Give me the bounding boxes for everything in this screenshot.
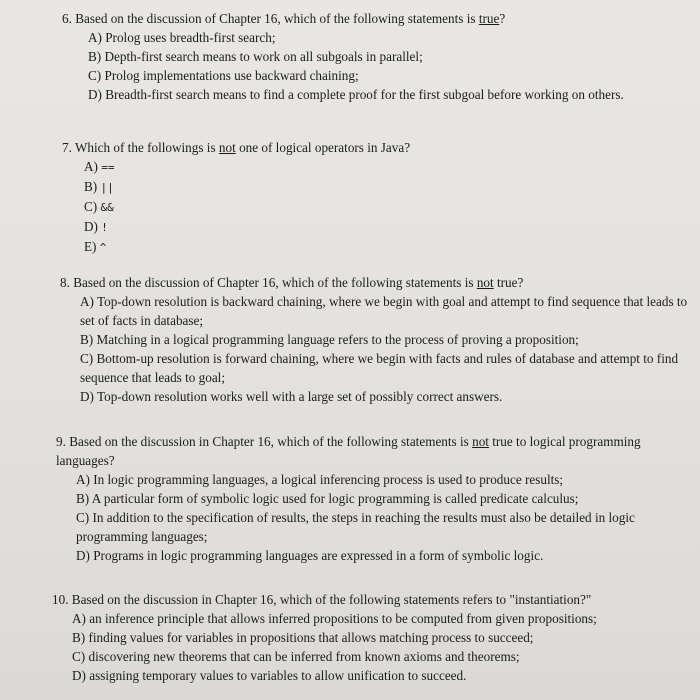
option-b: B) A particular form of symbolic logic used for logic programming is called predicate calculus;	[76, 491, 579, 506]
option-b: B) finding values for variables in propositions that allows matching process to succeed;	[72, 630, 534, 645]
option-a: A) In logic programming languages, a logical inferencing process is used to produce results;	[76, 472, 564, 487]
option-e: E) ^	[84, 239, 107, 254]
question-7	[62, 138, 662, 257]
question-8-stem: 8. Based on the discussion of Chapter 16, which of the following statements is not true?	[60, 275, 524, 290]
question-9-stem: 9. Based on the discussion in Chapter 16, which of the following statements is not true to logical programming languages?	[56, 434, 641, 468]
emphasis-not: not	[476, 275, 494, 290]
option-a: A) an inference principle that allows inferred propositions to be computed from given propositions;	[72, 611, 597, 626]
option-a: A) ==	[84, 159, 115, 174]
option-c: C) Bottom-up resolution is forward chaining, where we begin with facts and rules of database and attempt to find sequence that leads to goal;	[80, 351, 679, 385]
option-b: B) Matching in a logical programming language refers to the process of proving a proposition;	[80, 332, 579, 347]
option-d: D) Top-down resolution works well with a large set of possibly correct answers.	[80, 389, 503, 404]
option-b: B) Depth-first search means to work on all subgoals in parallel;	[88, 49, 423, 64]
option-a: A) Prolog uses breadth-first search;	[88, 30, 276, 45]
question-10	[52, 590, 692, 685]
option-c: C) &&	[84, 199, 114, 214]
question-7-stem: 7. Which of the followings is not one of logical operators in Java?	[62, 140, 411, 155]
emphasis-not: not	[218, 140, 236, 155]
option-c: C) In addition to the specification of results, the steps in reaching the results must also be detailed in logic programming languages;	[76, 510, 635, 544]
question-6	[62, 9, 682, 104]
option-a: A) Top-down resolution is backward chaining, where we begin with goal and attempt to find sequence that leads to set of facts in database;	[80, 294, 688, 328]
option-d: D) Breadth-first search means to find a complete proof for the first subgoal before working on others.	[88, 87, 624, 102]
option-c: C) Prolog implementations use backward chaining;	[88, 68, 359, 83]
emphasis-not: not	[472, 434, 489, 449]
question-6-stem: 6. Based on the discussion of Chapter 16, which of the following statements is true?	[62, 11, 506, 26]
question-8	[60, 273, 688, 406]
option-d: D) assigning temporary values to variables to allow unification to succeed.	[72, 668, 467, 683]
question-10-stem: 10. Based on the discussion in Chapter 16, which of the following statements refers to "instantiation?"	[52, 592, 592, 607]
option-b: B) ||	[84, 179, 114, 194]
option-d: D) Programs in logic programming languages are expressed in a form of symbolic logic.	[76, 548, 544, 563]
option-d: D) !	[84, 219, 108, 234]
emphasis-true: true	[478, 11, 500, 26]
question-9	[56, 432, 686, 565]
option-c: C) discovering new theorems that can be inferred from known axioms and theorems;	[72, 649, 520, 664]
